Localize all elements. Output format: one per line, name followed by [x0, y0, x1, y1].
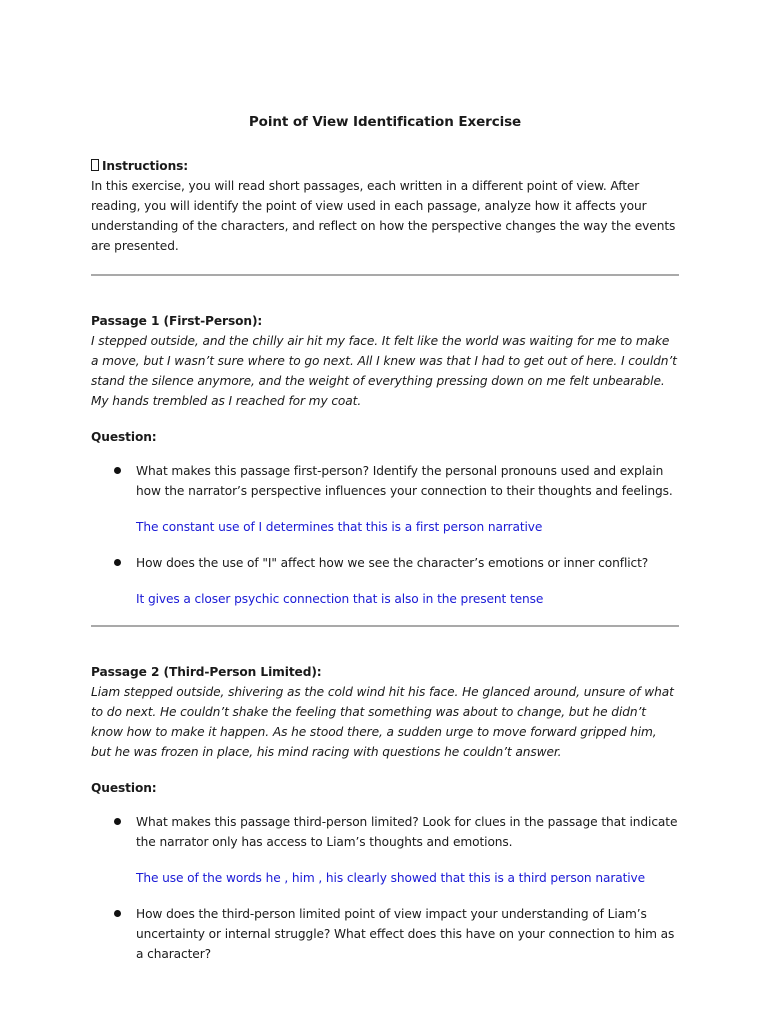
bullet-icon [114, 559, 121, 566]
passage-1-question-list [91, 461, 679, 501]
question-text: What makes this passage third-person limited? Look for clues in the passage that indicate the narrator only has access to Liam’s thoughts and emotions. [136, 815, 678, 849]
bullet-icon [114, 910, 121, 917]
passage-2-answer-1: The use of the words he , him , his clearly showed that this is a third person narative [136, 871, 646, 885]
passage-1-question-1 [91, 461, 679, 501]
bullet-icon [114, 818, 121, 825]
passage-1-heading: Passage 1 (First-Person): [91, 314, 263, 328]
passage-1-answer-1: The constant use of I determines that this is a first person narrative [136, 520, 543, 534]
passage-2 [91, 662, 679, 964]
section-divider [91, 274, 679, 276]
section-divider [91, 625, 679, 627]
question-text: How does the use of "I" affect how we see the character’s emotions or inner conflict? [136, 556, 649, 570]
passage-2-question-list [91, 812, 679, 852]
passage-2-question-list-2 [91, 904, 679, 964]
question-text: What makes this passage first-person? Identify the personal pronouns used and explain how the narrator’s perspective influences your connection to their thoughts and feelings. [136, 464, 673, 498]
passage-1-text: I stepped outside, and the chilly air hit my face. It felt like the world was waiting for me to make a move, but I wasn’t sure where to go next. All I knew was that I had to get out of here. I couldn’t stand the silence anymore, and the weight of everything pressing down on me felt unbearable. My hands trembled as I reached for my coat. [91, 334, 677, 408]
clipboard-icon [91, 159, 99, 171]
passage-2-question-1 [91, 812, 679, 852]
passage-1-question-2 [91, 553, 679, 573]
question-text: How does the third-person limited point of view impact your understanding of Liam’s uncertainty or internal struggle? What effect does this have on your connection to him as a character? [136, 907, 675, 961]
passage-2-text: Liam stepped outside, shivering as the cold wind hit his face. He glanced around, unsure of what to do next. He couldn’t shake the feeling that something was about to change, but he didn’t know how to make it happen. As he stood there, a sudden urge to move forward gripped him, but he was frozen in place, his mind racing with questions he couldn’t answer. [91, 685, 674, 759]
passage-1 [91, 311, 679, 609]
passage-2-question-label: Question: [91, 781, 157, 795]
passage-2-heading: Passage 2 (Third-Person Limited): [91, 665, 322, 679]
document-content [91, 112, 679, 964]
passage-1-question-label: Question: [91, 430, 157, 444]
passage-1-question-list-2 [91, 553, 679, 573]
bullet-icon [114, 467, 121, 474]
instructions-heading [91, 156, 679, 176]
passage-2-question-2 [91, 904, 679, 964]
passage-1-answer-2: It gives a closer psychic connection that is also in the present tense [136, 592, 544, 606]
page-title: Point of View Identification Exercise [248, 114, 522, 130]
instructions-text: In this exercise, you will read short passages, each written in a different point of view. After reading, you will identify the point of view used in each passage, analyze how it affects your understanding of the characters, and reflect on how the perspective changes the way the events are presented. [91, 179, 676, 253]
instructions-heading-label: Instructions: [102, 159, 189, 173]
